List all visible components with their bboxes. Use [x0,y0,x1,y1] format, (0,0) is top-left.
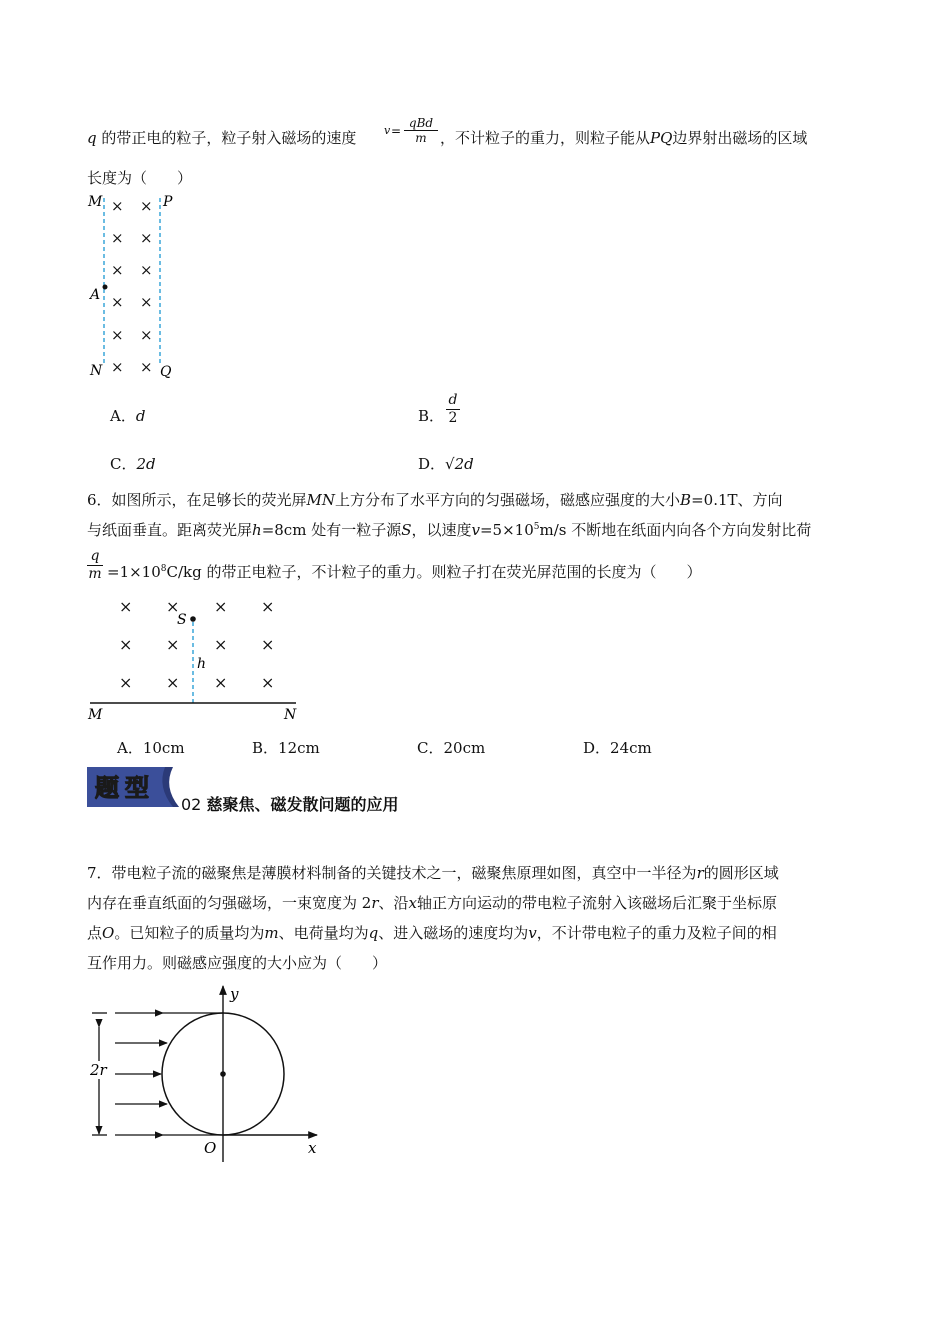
q6-line3 [107,561,702,582]
label-h: h [197,656,207,672]
option-c[interactable]: C．20cm [417,739,486,757]
cross: × [214,673,228,692]
label-n: N [90,363,103,379]
cross: × [261,673,275,692]
q7-line2 [87,892,777,913]
q5-text-a: 的带正电的粒子，粒子射入磁场的速度 [96,129,357,147]
m-symbol: m [264,924,279,942]
option-d-value: √2d [445,455,474,473]
section-title-text: 慈聚焦、磁发散问题的应用 [206,795,399,814]
cross: × [166,673,180,692]
q7-text-j: ，不计带电粒子的重力及粒子间的相 [536,924,777,942]
charge-mass-fraction [87,548,103,583]
x-axis-label: x [308,1139,317,1157]
q7-magnetic-focusing-figure [85,982,330,1167]
option-c-label: C． [110,455,137,473]
q7-text-h: 、电荷量均为 [278,924,369,942]
option-b-numerator: d [448,392,458,408]
q5-line2: 长度为（ ） [87,169,193,187]
fraction-denominator: m [415,131,427,145]
equals-sign: = [391,124,402,138]
q7-text-f: 点 [87,924,103,942]
cross: × [119,597,133,616]
cross: × [111,261,124,279]
cross: × [119,635,133,654]
cross: × [261,597,275,616]
option-b-denominator: 2 [448,410,458,426]
cross: × [140,229,153,247]
pq-label: PQ [650,129,673,147]
label-a: A [90,287,101,303]
origin-label: O [204,1139,217,1157]
circle-center [220,1071,226,1077]
option-b-label: B． [418,407,445,425]
s-symbol: S [401,521,412,539]
option-d[interactable]: D．24cm [583,739,652,757]
fraction-numerator: q [90,548,100,564]
q5-text-d: 边界射出磁场的区域 [672,129,808,147]
q7-text-g: 。已知粒子的质量均为 [114,924,265,942]
option-a-value: d [135,407,146,425]
v-symbol: v [528,924,537,942]
cross: × [166,635,180,654]
mn-label: MN [306,491,336,509]
cross: × [140,293,153,311]
option-d[interactable] [418,453,474,474]
q6-text-c: =0.1T、方向 [691,491,783,509]
q6-text-g: =5×10 [479,521,534,539]
badge-text: 题型 [95,773,155,802]
option-a[interactable] [110,405,145,426]
q6-line1 [87,489,783,510]
q7-text-c: 内存在垂直纸面的匀强磁场，一束宽度为 2 [87,894,372,912]
exponent: 8 [160,564,167,574]
h-symbol: h [252,521,262,539]
section-title [181,792,398,815]
q7-text-a: 7．带电粒子流的磁聚焦是薄膜材料制备的关键技术之一，磁聚焦原理如图，真空中一半径为 [87,864,697,882]
q7-text-b: 的圆形区域 [703,864,779,882]
o-symbol: O [102,924,115,942]
q-symbol: q [87,129,97,147]
label-s: S [177,612,187,628]
q5-magnetic-field-figure [80,188,190,383]
point-a [103,285,108,290]
label-n: N [284,707,297,723]
cross: × [140,358,153,376]
q7-line1 [87,862,779,883]
label-p: P [163,194,173,210]
r-symbol: r [696,864,704,882]
velocity-fraction [404,116,438,145]
q-symbol: q [368,924,379,942]
cross: × [166,597,180,616]
q5-text-c: ，不计粒子的重力，则粒子能从 [440,129,651,147]
q7-line3 [87,922,777,943]
cross: × [111,293,124,311]
q6-text-h: m/s 不断地在纸面内向各个方向发射比荷 [539,521,812,539]
q6-line2 [87,519,811,540]
cross: × [214,635,228,654]
exponent: 5 [533,522,540,532]
option-b[interactable] [418,405,444,426]
width-label: 2r [90,1061,107,1079]
cross: × [261,635,275,654]
option-a-label: A． [110,407,136,425]
cross: × [111,197,124,215]
v-symbol: v [384,124,391,137]
q6-text-f: ，以速度 [411,521,472,539]
q6-fluorescent-screen-figure [82,592,302,724]
field-crosses [111,197,153,376]
option-c-value: 2d [136,455,156,473]
field-crosses [119,597,274,692]
cross: × [111,358,124,376]
option-b-fraction [446,392,460,427]
cross: × [119,673,133,692]
q5-line1 [87,127,356,148]
cross: × [140,326,153,344]
cross: × [111,326,124,344]
q6-text-d: 与纸面垂直。距离荧光屏 [87,521,253,539]
cross: × [140,261,153,279]
q6-text-a: 6．如图所示，在足够长的荧光屏 [87,491,307,509]
cross: × [214,597,228,616]
q7-text-e: 轴正方向运动的带电粒子流射入该磁场后汇聚于坐标原 [416,894,777,912]
fraction-denominator: m [88,566,102,582]
q7-line4: 互作用力。则磁感应强度的大小应为（ ） [87,954,388,972]
option-d-label: D． [418,455,446,473]
x-symbol: x [408,894,417,912]
b-symbol: B [680,491,692,509]
option-c[interactable] [110,453,156,474]
section-badge [87,767,179,807]
r-symbol: r [371,894,379,912]
q7-text-i: 、进入磁场的速度均为 [378,924,529,942]
cross: × [140,197,153,215]
q5-line1-rest [440,127,807,148]
q6-text-b: 上方分布了水平方向的匀强磁场，磁感应强度的大小 [335,491,681,509]
q6-text-j: C/kg 的带正电粒子，不计粒子的重力。则粒子打在荧光屏范围的长度为（ ） [166,563,702,581]
label-q: Q [160,364,172,380]
v-symbol: v [471,521,480,539]
q6-text-e: =8cm 处有一粒子源 [261,521,402,539]
option-b[interactable]: B．12cm [252,739,320,757]
cross: × [111,229,124,247]
fraction-numerator: qBd [408,116,434,130]
label-m: M [88,194,103,210]
section-number: 02 [181,795,202,814]
label-m: M [88,707,103,723]
source-s [190,616,196,622]
y-axis-label: y [230,985,239,1003]
q6-text-i: =1×10 [107,563,161,581]
q7-text-d: 、沿 [378,894,409,912]
option-a[interactable]: A．10cm [117,739,185,757]
